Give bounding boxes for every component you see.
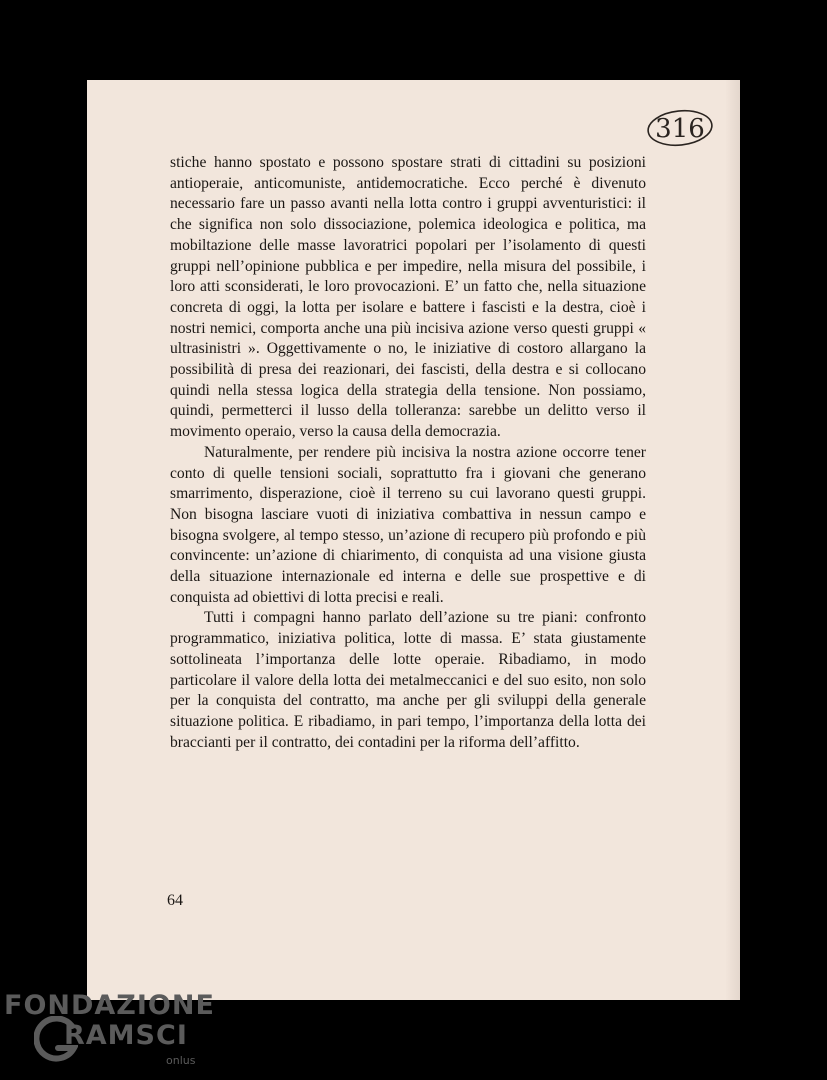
paragraph-1: stiche hanno spostato e possono spostare strati di cittadini su posizioni antioperaie, anticomuniste, antidemocratiche. Ecco perché è divenuto necessario fare un passo avanti nella lotta contro i gruppi avventuristici: il che significa non solo dissociazione, polemica ideologica e politica, ma mobiltazione delle masse lavoratrici popolari per l’isolamento di questi gruppi nell’opinione pubblica e per impedire, nella misura del possibile, i loro atti sconsiderati, le loro provocazioni. E’ un fatto che, nella situazione concreta di oggi, la lotta per isolare e battere i fascisti e la destra, cioè i nostri nemici, comporta anche una più incisiva azione verso questi gruppi « ultrasinistri ». Oggettivamente o no, le iniziative di costoro allargano la possibilità di presa dei reazionari, dei fascisti, della destra e si collocano quindi nella stessa logica della strategia della tensione. Non possiamo, quindi, permetterci il lusso della tolleranza: sarebbe un delitto verso il movimento operaio, verso la causa della democrazia. xyxy=(170,154,646,441)
document-page xyxy=(87,80,740,1000)
logo-line2: RAMSCI xyxy=(64,1020,188,1051)
logo-line1: FONDAZIONE xyxy=(4,990,215,1021)
body-text xyxy=(170,153,646,753)
logo-onlus: onlus xyxy=(166,1054,196,1067)
watermark-logo xyxy=(4,990,214,1075)
page-edge-shadow xyxy=(725,80,740,1000)
archive-number-text: 316 xyxy=(655,114,705,144)
page-number: 64 xyxy=(167,892,183,909)
archive-number-stamp xyxy=(645,108,715,148)
paragraph-2: Naturalmente, per rendere più incisiva la nostra azione occorre tener conto di quelle tensioni sociali, soprattutto fra i giovani che generano smarrimento, disperazione, cioè il terreno su cui lavorano questi gruppi. Non bisogna lasciare vuoti di iniziativa combattiva in nessun campo e bisogna svolgere, al tempo stesso, un’azione di recupero più profondo e più convincente: un’azione di chiarimento, di conquista ad una visione giusta della situazione internazionale ed interna e delle sue prospettive e di conquista ad obiettivi di lotta precisi e reali. xyxy=(170,443,646,606)
paragraph-3: Tutti i compagni hanno parlato dell’azione su tre piani: confronto programmatico, iniziativa politica, lotte di massa. E’ stata giustamente sottolineata l’importanza delle lotte operaie. Ribadiamo, in modo particolare il valore della lotta dei metalmeccanici e del suo esito, non solo per la conquista del contratto, ma anche per gli sviluppi della generale situazione politica. E ribadiamo, in pari tempo, l’importanza della lotta dei braccianti per il contratto, dei contadini per la riforma dell’affitto. xyxy=(170,609,646,751)
